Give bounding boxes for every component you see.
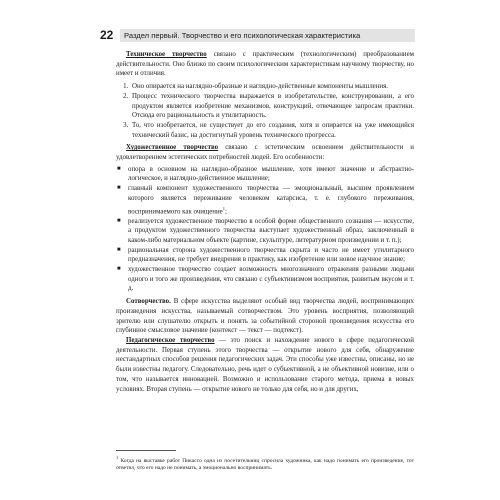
- list-item-text: рациональная сторона художественного творчества скрыта и часто не имеет утилитарного предназначения, не требует внедрения в практику, как изобретение или новое научное знание;: [128, 246, 414, 264]
- technical-term: Техническое творчество: [126, 51, 207, 58]
- bullet-icon: ■: [117, 185, 121, 192]
- footnote-text: Когда на выставке работ Пикассо одна из посетительниц спросила художника, как надо понимать его произведение, тот ответил, что его надо не понимать, а эмоционально воспринимать.: [116, 457, 414, 472]
- list-item: [117, 184, 414, 216]
- chapter-title: Раздел первый. Творчество и его психологическая характеристика: [124, 31, 361, 40]
- technical-intro-text: связано с практическим (технологическим) преобразованием действительности. Оно близко по своим психологическим характеристикам научному творчеству, но имеет и отличия.: [116, 51, 414, 78]
- list-item: [117, 217, 414, 246]
- list-item: [117, 246, 414, 265]
- footnote-divider: [116, 450, 176, 451]
- list-item: 3. То, что изобретается, не существует до его создания, хотя и опирается на уже имеющийся технический базис, на достигнутый уровень технического прогресса.: [130, 121, 414, 140]
- list-item-text: художественное творчество создает возможность многозначного отражения разными людьми одного и того же произведения, что связано с субъективизмом восприятия, развитым вкусом и т. д.: [128, 266, 414, 293]
- list-item: [117, 165, 414, 184]
- artistic-term: Художественное творчество: [126, 144, 219, 152]
- body-text: [116, 50, 414, 394]
- pedagogical-term: Педагогическое творчество: [126, 336, 215, 344]
- bullet-icon: ■: [117, 217, 121, 224]
- list-item: 1. Оно опирается на наглядно-образные и наглядно-действенные компоненты мышления.: [130, 82, 414, 92]
- list-item-text: реализуется художественное творчество в особой форме общественного сознания — искусстве, а продуктом художественного творчества выступает художественный образ, заключенный в каком-либо материальном объекте (картине, скульптуре, литературном произведении и т. п.);: [128, 217, 414, 244]
- technical-features-list: [116, 82, 414, 140]
- list-item: 2. Процесс технического творчества выражается в изобретательстве, конструировании, а его продуктом является изобретение механизмов, конструкций, отвечающее запросам практики. Отсюда его рациональность и утилитарность.: [130, 92, 414, 121]
- footnote-ref: 1: [222, 205, 225, 211]
- list-item-text: опора в основном на наглядно-образное мышление, хотя имеют значение и абстрактно-логическое, и наглядно-действенное мышление;: [128, 165, 414, 183]
- artistic-intro-paragraph: [116, 143, 414, 162]
- cocreation-paragraph: [116, 297, 414, 336]
- page-number: 22: [100, 28, 114, 42]
- artistic-features-list: [116, 165, 414, 294]
- footnote: [116, 454, 414, 472]
- bullet-icon: ■: [117, 165, 121, 172]
- bullet-icon: ■: [117, 246, 121, 253]
- list-item-text: главный компонент художественного творчества — эмоциональный, высшим проявлением которого является переживание человеком катарсиса, т. е. глубокого переживания, воспринимаемого как очищение: [128, 185, 414, 215]
- technical-intro-paragraph: [116, 50, 414, 79]
- running-header: [100, 29, 415, 43]
- pedagogical-text: — это поиск и нахождение нового в сфере педагогической деятельности. Первая ступень этого творчества — открытие нового для себя, обнаружение нестандартных способов решения педагогических задач. Эти способы уже известны, описаны, но не были известны педагогу. Следовательно, речь идет о субъективной, а не объективной новизне, или о том, что называется инновацией. Возможно и использование старого метода, приема в новых условиях. Вторая ступень — открытие нового не только для себя, но и для других,: [116, 336, 414, 393]
- pedagogical-paragraph: [116, 336, 414, 394]
- list-item: [117, 265, 414, 294]
- footnote-mark: 1: [116, 455, 119, 460]
- artistic-intro-text: связано с эстетическим освоением действительности и удовлетворением эстетических потребностей людей. Его особенности:: [116, 144, 414, 162]
- bullet-icon: ■: [117, 266, 121, 273]
- list-item-end: ;: [224, 207, 227, 215]
- cocreation-term: Сотворчество.: [126, 298, 171, 306]
- cocreation-text: В сфере искусства выделяют особый вид творчества людей, воспринимающих произведения искусства, называемый сотворчеством. Это уровень восприятия, позволяющий зрителю или слушателю открыть и понять за событийной стороной произведения искусства его глубинное смысловое значение (контекст — текст — подтекст).: [116, 298, 414, 335]
